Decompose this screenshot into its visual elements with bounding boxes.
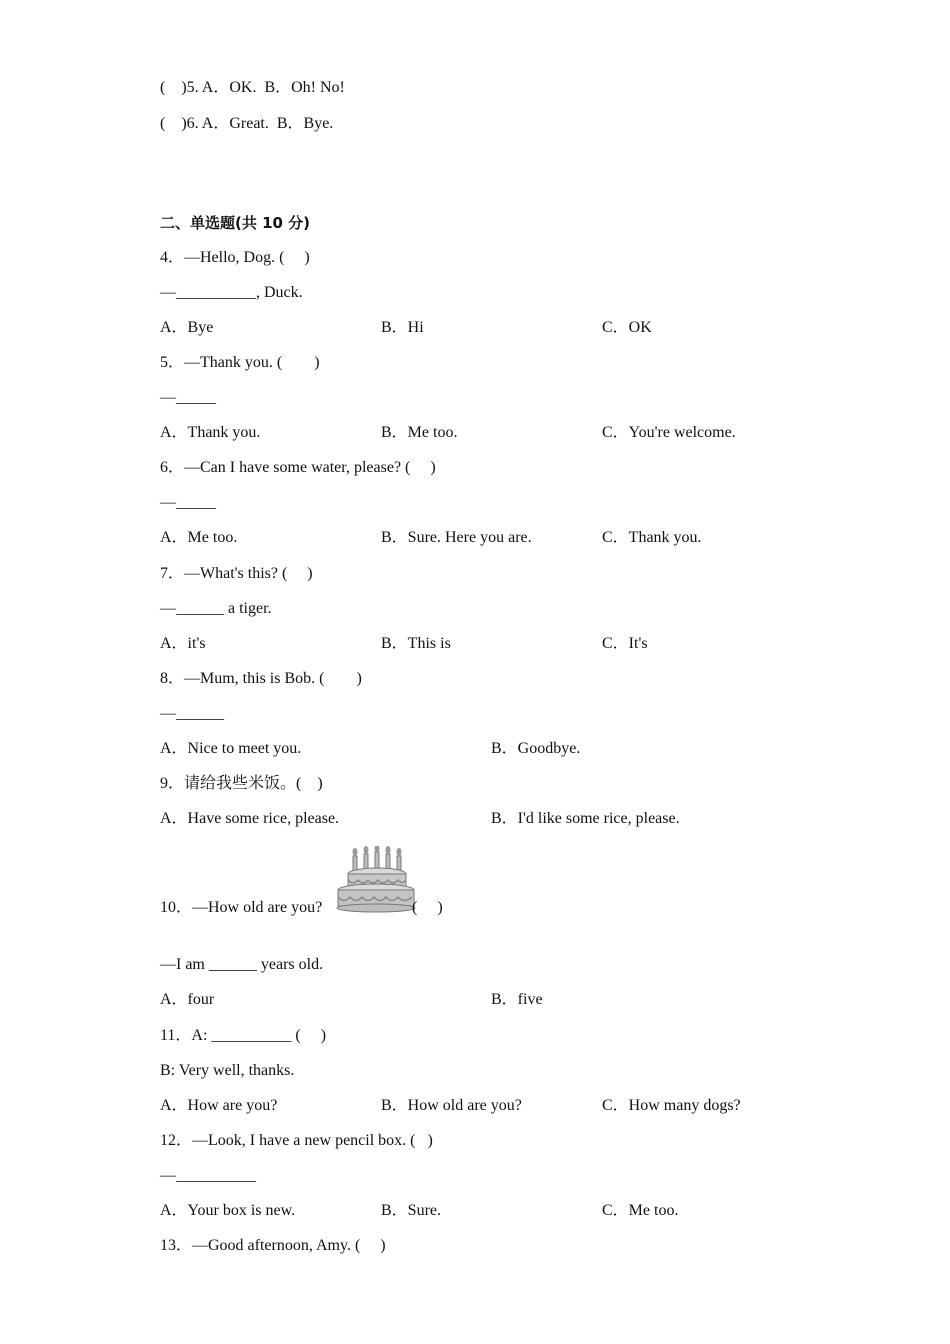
question-9-option-a: A．Have some rice, please.	[160, 810, 340, 827]
question-5-stem: 5．—Thank you. ( )	[160, 354, 320, 371]
question-6-option-a: A．Me too.	[160, 529, 238, 546]
question-9-stem: 9．请给我些米饭。( )	[160, 775, 323, 792]
question-4-option-a: A．Bye	[160, 319, 214, 336]
question-12-stem: 12．—Look, I have a new pencil box. ( )	[160, 1132, 433, 1149]
question-4-option-c: C．OK	[602, 319, 652, 336]
top-item-6: ( )6. A．Great. B．Bye.	[160, 115, 334, 132]
section-title: 二、单选题(共 10 分)	[160, 214, 311, 232]
question-11-option-a: A．How are you?	[160, 1097, 278, 1114]
question-6-reply: —_____	[160, 494, 216, 511]
question-7-option-c: C．It's	[602, 635, 648, 652]
question-8-option-a: A．Nice to meet you.	[160, 740, 302, 757]
question-11-stem: 11．A: __________ ( )	[160, 1027, 327, 1044]
question-12-option-b: B．Sure.	[381, 1202, 442, 1219]
question-11-reply: B: Very well, thanks.	[160, 1062, 295, 1079]
question-10-option-a: A．four	[160, 991, 215, 1008]
question-13-stem: 13．—Good afternoon, Amy. ( )	[160, 1237, 386, 1254]
question-11-option-b: B．How old are you?	[381, 1097, 522, 1114]
question-7-stem: 7．—What's this? ( )	[160, 565, 313, 582]
question-8-reply: —______	[160, 705, 224, 722]
question-5-option-c: C．You're welcome.	[602, 424, 736, 441]
question-5-reply: —_____	[160, 389, 216, 406]
question-5-option-b: B．Me too.	[381, 424, 458, 441]
question-7-reply: —______ a tiger.	[160, 600, 272, 617]
birthday-cake-icon	[336, 846, 416, 914]
question-6-option-c: C．Thank you.	[602, 529, 702, 546]
question-10-option-b: B．five	[491, 991, 543, 1008]
question-6-stem: 6．—Can I have some water, please? ( )	[160, 459, 436, 476]
question-11-option-c: C．How many dogs?	[602, 1097, 741, 1114]
question-8-option-b: B．Goodbye.	[491, 740, 581, 757]
question-12-option-c: C．Me too.	[602, 1202, 679, 1219]
question-10-answer-paren: ( )	[412, 899, 443, 916]
question-9-option-b: B．I'd like some rice, please.	[491, 810, 680, 827]
question-8-stem: 8．—Mum, this is Bob. ( )	[160, 670, 362, 687]
question-12-reply: —__________	[160, 1167, 256, 1184]
question-10-stem: 10．—How old are you?	[160, 899, 323, 916]
question-7-option-b: B．This is	[381, 635, 451, 652]
top-item-5: ( )5. A．OK. B．Oh! No!	[160, 79, 345, 96]
question-4-reply: —__________, Duck.	[160, 284, 303, 301]
question-7-option-a: A．it's	[160, 635, 206, 652]
question-12-option-a: A．Your box is new.	[160, 1202, 296, 1219]
question-4-stem: 4．—Hello, Dog. ( )	[160, 249, 310, 266]
question-4-option-b: B．Hi	[381, 319, 424, 336]
question-10-reply: —I am ______ years old.	[160, 956, 324, 973]
question-5-option-a: A．Thank you.	[160, 424, 261, 441]
question-6-option-b: B．Sure. Here you are.	[381, 529, 532, 546]
